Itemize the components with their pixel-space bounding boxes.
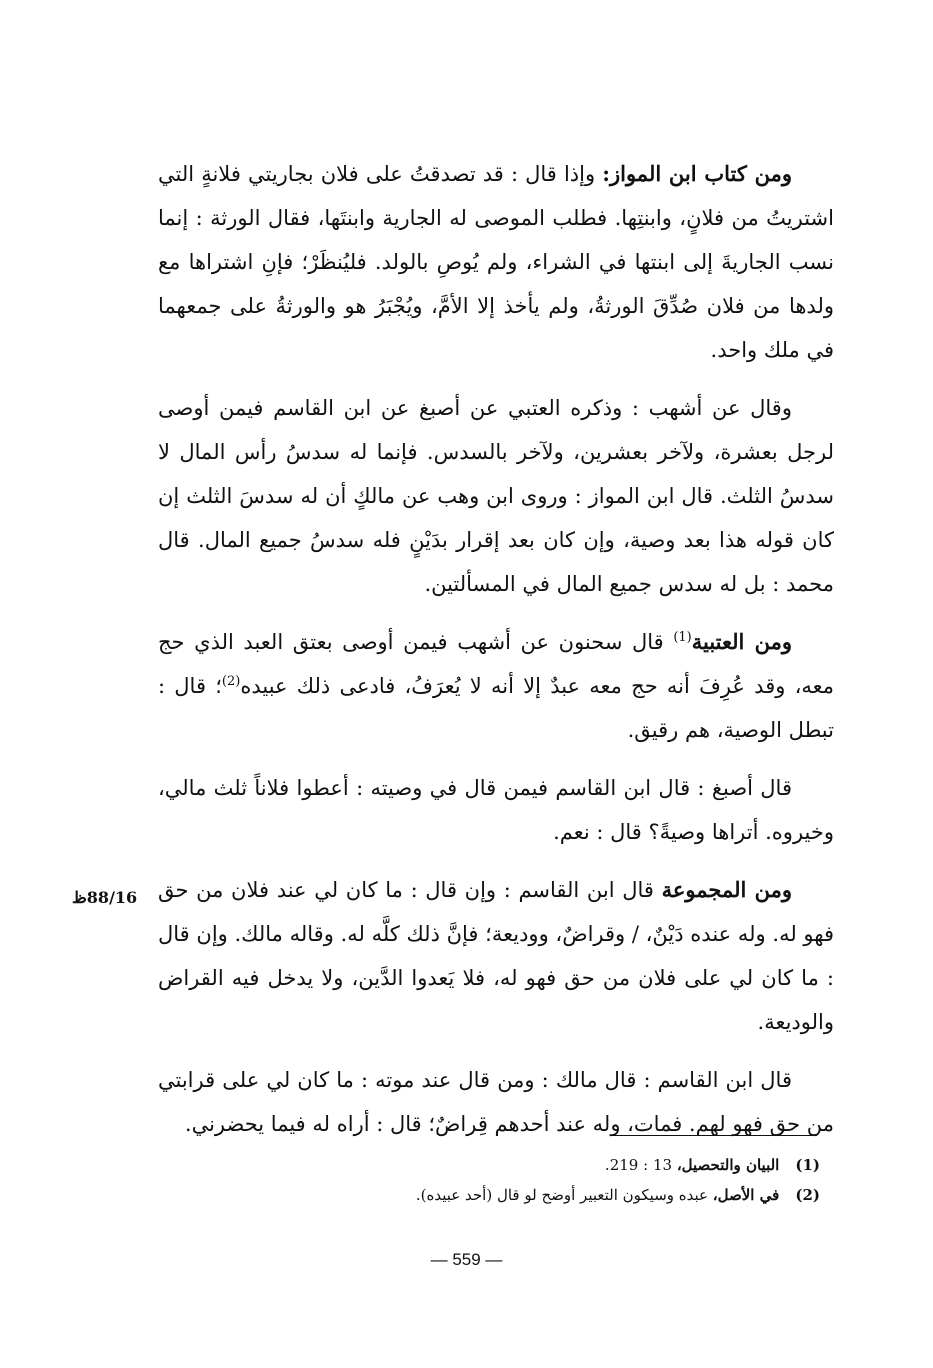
paragraph-text: قال أصبغ : قال ابن القاسم فيمن قال في وصيته : أعطوا فلاناً ثلث مالي، وخيروه. أتراها وصيةً؟ قال : نعم. <box>158 776 834 844</box>
paragraph-lead: ومن المجموعة <box>661 877 792 902</box>
paragraph-4 <box>158 766 834 854</box>
footnote-reference[interactable]: (1) <box>673 630 692 645</box>
footnotes <box>300 1150 820 1210</box>
page-number: — 559 — <box>430 1250 503 1269</box>
paragraph-6 <box>158 1058 834 1146</box>
paragraph-text: ؛ قال : تبطل الوصية، هم رقيق. <box>158 674 834 742</box>
paragraph-lead: ومن العتبية <box>691 629 792 654</box>
footnote-item <box>300 1150 820 1180</box>
paragraph-text: قال سحنون عن أشهب فيمن أوصى بعتق العبد الذي حج معه، وقد عُرِفَ أنه حج معه عبدٌ إلا أنه لا يُعرَفُ، فادعى ذلك عبيده <box>158 630 835 698</box>
footnote-text: عبده وسيكون التعبير أوضح لو قال (أحد عبيده). <box>415 1186 713 1204</box>
manuscript-folio-note: 88/16ظ <box>72 888 138 907</box>
footnote-body <box>605 1150 779 1180</box>
main-text <box>158 152 834 1160</box>
paragraph-text: وقال عن أشهب : وذكره العتبي عن أصبغ عن ابن القاسم فيمن أوصى لرجل بعشرة، ولآخر بعشرين، ولآخر بالسدس. فإنما له سدسُ رأس المال لا سدسُ الثلث. قال ابن المواز : وروى ابن وهب عن مالكٍ أن له سدسَ الثلث إن كان قوله هذا بعد وصية، وإن كان بعد إقرار بدَيْنٍ فله سدسُ جميع المال. قال محمد : بل له سدس جميع المال في المسألتين. <box>158 396 834 596</box>
footnote-body <box>416 1180 779 1210</box>
footnote-text: 13 : 219. <box>604 1156 677 1174</box>
footnote-reference[interactable]: (2) <box>221 674 241 689</box>
footnote-number: (1) <box>795 1156 820 1174</box>
paragraph-text: وإذا قال : قد تصدقتُ على فلان بجاريتي فلانةٍ التي اشتريتُ من فلانٍ، وابنتِها. فطلب الموصى له الجارية وابنتَها، فقال الورثة : إنما نسب الجاريةَ إلى ابنتها في الشراء، ولم يُوصِ بالولد. فليُنظَرْ؛ فإنِ اشتراها مع ولدها من فلان صُدِّقَ الورثةُ، ولم يأخذ إلا الأمَّ، ويُجْبَرُ هو والورثةُ على جمعهما في ملك واحد. <box>158 162 834 362</box>
paragraph-text: قال ابن القاسم : قال مالك : ومن قال عند موته : ما كان لي على قرابتي من حق فهو لهم. فمات، وله عند أحدهم قِراضٌ؛ قال : أراه له فيما يحضرني. <box>158 1068 834 1136</box>
paragraph-text: قال ابن القاسم : وإن قال : ما كان لي عند فلان من حق فهو له. وله عنده دَيْنٌ، / وقراضٌ، ووديعة؛ فإنَّ ذلك كلَّه له. وقاله مالك. وإن قال : ما كان لي على فلان من حق فهو له، فلا يَعدوا الدَّين، ولا يدخل فيه القراض والوديعة. <box>158 878 834 1034</box>
footnote-source: البيان والتحصيل، <box>676 1156 780 1174</box>
footnote-item <box>300 1180 820 1210</box>
paragraph-1 <box>158 152 834 372</box>
paragraph-5 <box>158 868 834 1044</box>
footnote-source: في الأصل، <box>712 1186 780 1204</box>
paragraph-lead: ومن كتاب ابن المواز: <box>602 161 792 186</box>
paragraph-2 <box>158 386 834 606</box>
paragraph-3 <box>158 620 834 752</box>
footnote-divider <box>612 1135 817 1136</box>
footnote-number: (2) <box>795 1186 820 1204</box>
